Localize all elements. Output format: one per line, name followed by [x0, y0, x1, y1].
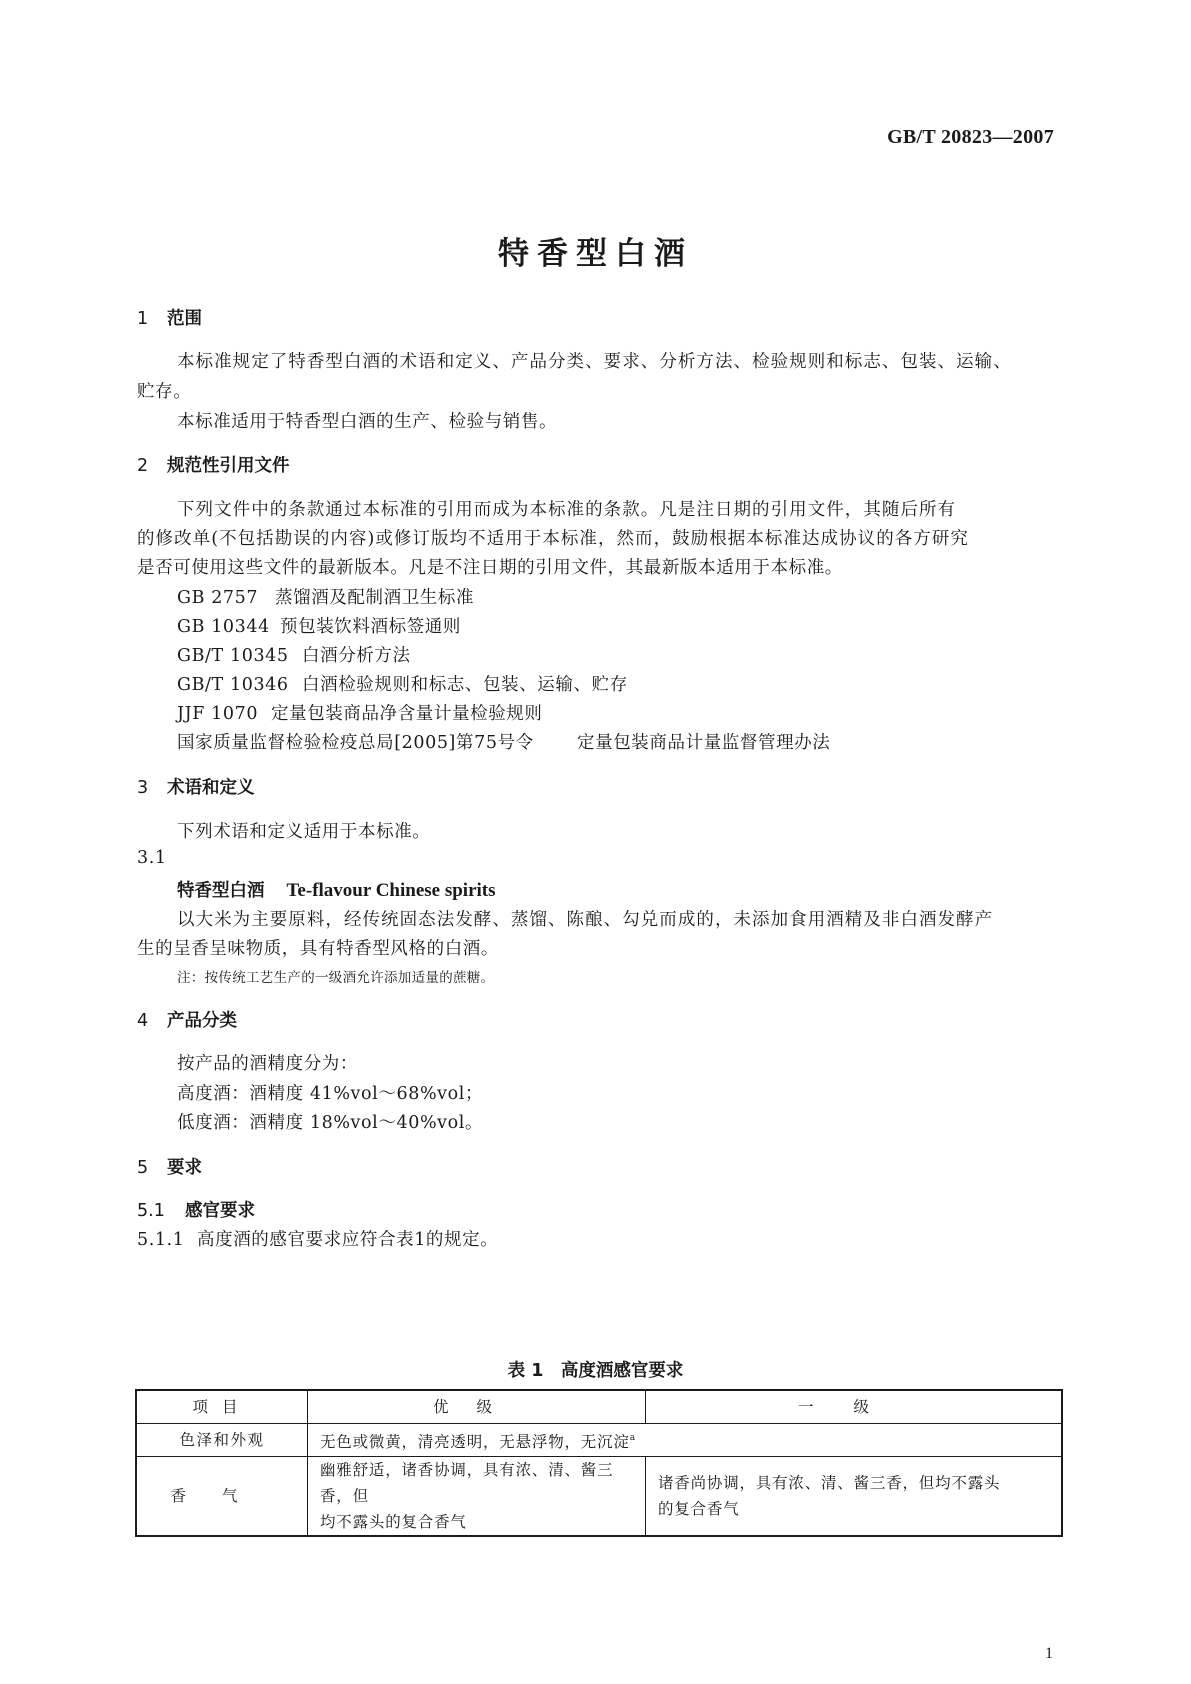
document-title: 特香型白酒 [498, 236, 693, 272]
footnote-marker: a [629, 1432, 636, 1443]
cell-line: 的复合香气 [658, 1499, 740, 1518]
section-number: 2 [137, 456, 149, 476]
reference-title: 白酒检验规则和标志、包装、运输、贮存 [302, 675, 628, 695]
section-number: 3 [137, 778, 149, 798]
reference-code: 国家质量监督检验检疫总局[2005]第75号令 [177, 733, 534, 753]
table-caption: 表 1 高度酒感官要求 [507, 1361, 684, 1381]
table-header-cell: 优级 [308, 1390, 646, 1423]
subsubsection-number: 5.1.1 [137, 1230, 185, 1250]
section-5-heading [137, 1154, 202, 1179]
section-title: 要求 [167, 1158, 202, 1178]
section-title: 规范性引用文件 [167, 456, 290, 476]
paragraph: 生的呈香呈味物质，具有特香型风格的白酒。 [137, 939, 499, 959]
section-title: 范围 [167, 309, 202, 329]
reference-title: 蒸馏酒及配制酒卫生标准 [275, 588, 475, 608]
section-number: 5 [137, 1158, 149, 1178]
paragraph: 下列文件中的条款通过本标准的引用而成为本标准的条款。凡是注日期的引用文件，其随后所有 [177, 500, 957, 520]
reference-title: 预包装饮料酒标签通则 [280, 617, 461, 637]
cell-text: 无色或微黄，清亮透明，无悬浮物，无沉淀 [320, 1432, 630, 1451]
section-4-heading [137, 1007, 237, 1032]
paragraph: 以大米为主要原料，经传统固态法发酵、蒸馏、陈酿、勾兑而成的，未添加食用酒精及非白酒发酵产 [177, 910, 994, 930]
section-number: 4 [137, 1011, 149, 1031]
term-english: Te-flavour Chinese spirits [286, 880, 496, 901]
paragraph: 贮存。 [137, 382, 192, 402]
table-row [136, 1456, 1062, 1536]
table-cell-label: 色泽和外观 [136, 1423, 308, 1456]
cell-line: 均不露头的复合香气 [320, 1512, 467, 1531]
paragraph: 本标准规定了特香型白酒的术语和定义、产品分类、要求、分析方法、检验规则和标志、包装、运输、 [177, 352, 1012, 372]
reference-code: GB/T 10346 [177, 675, 289, 695]
standard-id: GB/T 20823—2007 [887, 126, 1054, 148]
section-2-heading [137, 452, 290, 477]
paragraph: 是否可使用这些文件的最新版本。凡是不注日期的引用文件，其最新版本适用于本标准。 [137, 558, 843, 578]
table-cell-label: 香气 [136, 1456, 308, 1536]
section-1-heading [137, 305, 202, 330]
reference-title: 定量包装商品净含量计量检验规则 [271, 704, 543, 724]
subsection-number: 5.1 [137, 1201, 165, 1221]
note: 注：按传统工艺生产的一级酒允许添加适量的蔗糖。 [177, 970, 495, 986]
reference-code: JJF 1070 [177, 704, 259, 724]
subsection-heading [137, 1197, 255, 1222]
table-cell [308, 1456, 646, 1536]
subsection-title: 感官要求 [185, 1201, 255, 1221]
table-header-cell: 一级 [646, 1390, 1063, 1423]
section-number: 1 [137, 309, 149, 329]
section-3-heading [137, 774, 255, 799]
reference-title: 白酒分析方法 [302, 646, 411, 666]
paragraph: 下列术语和定义适用于本标准。 [177, 822, 431, 842]
cell-line: 诸香尚协调，具有浓、清、酱三香，但均不露头 [658, 1473, 1001, 1492]
cell-line: 幽雅舒适，诸香协调，具有浓、清、酱三香，但 [320, 1460, 614, 1505]
sensory-requirements-table [135, 1389, 1063, 1537]
term-entry [177, 877, 496, 902]
reference-item [177, 729, 830, 754]
term-chinese: 特香型白酒 [177, 881, 265, 901]
table-header-row [136, 1390, 1062, 1423]
reference-code: GB/T 10345 [177, 646, 289, 666]
table-cell [646, 1456, 1063, 1536]
section-title: 产品分类 [167, 1011, 237, 1031]
table-row [136, 1423, 1062, 1456]
reference-code: GB 10344 [177, 617, 270, 637]
reference-code: GB 2757 [177, 588, 259, 608]
table-header-cell: 项目 [136, 1390, 308, 1423]
reference-item [177, 700, 543, 725]
subsubsection-text: 高度酒的感官要求应符合表1的规定。 [197, 1230, 499, 1250]
reference-item [177, 613, 461, 638]
table-cell [308, 1423, 1063, 1456]
reference-title: 定量包装商品计量监督管理办法 [577, 733, 831, 753]
paragraph: 本标准适用于特香型白酒的生产、检验与销售。 [177, 412, 558, 432]
reference-item [177, 671, 628, 696]
subsubsection [137, 1226, 498, 1251]
subsection-number: 3.1 [137, 848, 167, 868]
paragraph: 的修改单(不包括勘误的内容)或修订版均不适用于本标准，然而，鼓励根据本标准达成协议的各方研究 [137, 529, 969, 549]
reference-item [177, 642, 411, 667]
paragraph: 高度酒：酒精度 41%vol～68%vol； [177, 1084, 484, 1104]
page-number: 1 [1045, 1645, 1053, 1662]
paragraph: 按产品的酒精度分为： [177, 1054, 358, 1074]
paragraph: 低度酒：酒精度 18%vol～40%vol。 [177, 1113, 484, 1133]
section-title: 术语和定义 [167, 778, 255, 798]
reference-item [177, 584, 474, 609]
